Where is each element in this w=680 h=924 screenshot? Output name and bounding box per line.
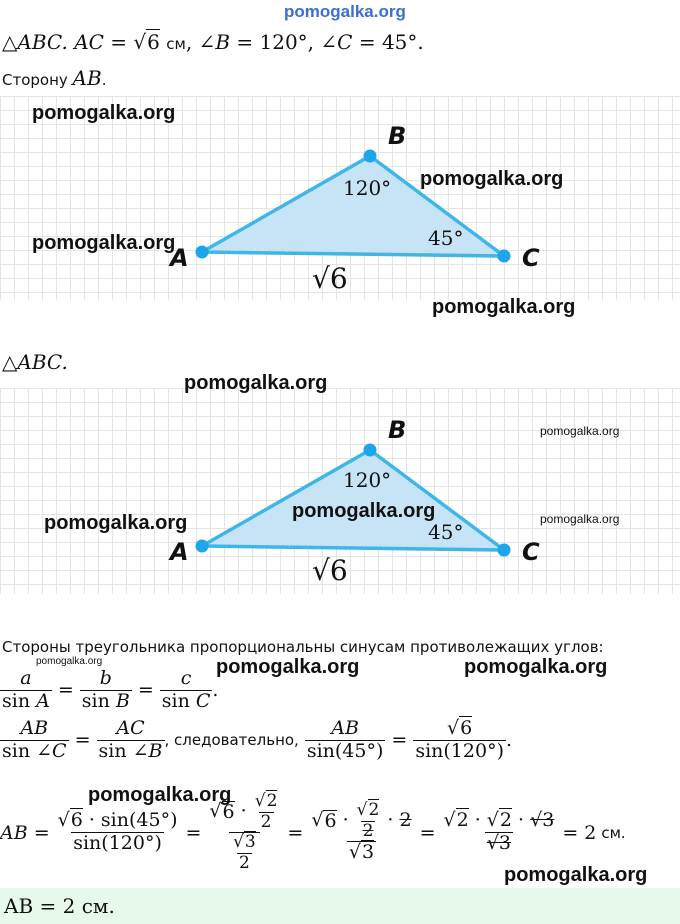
angle-c2-label: 45° [428,520,464,544]
watermark-13: pomogalka.org [88,784,232,806]
angle-c-label: 45° [428,226,464,250]
watermark-4: pomogalka.org [432,296,576,318]
vertex-a2-dot [196,540,209,553]
watermark-5: pomogalka.org [184,372,328,394]
given-line: △ABC. AC = √6 см, ∠B = 120°, ∠C = 45°. [2,30,424,54]
find-line: Сторону AB. [2,66,107,90]
theorem-text: Стороны треугольника пропорциональны синусам противолежащих углов: [2,638,604,656]
vertex-c2-dot [498,544,511,557]
vertex-c-dot [498,250,511,263]
watermark-8: pomogalka.org [292,500,436,522]
angle-b-label: 120° [343,176,392,200]
watermark-6: pomogalka.org [540,424,620,438]
vertex-b-dot [364,150,377,163]
vertex-c-label: C [522,244,540,272]
angle-b2-label: 120° [343,468,392,492]
law-of-sines: $\frac{a}{\text{sin A}}$ = $\frac{b}{\text{sin B}}$ = $\frac{c}{\text{sin C}}$ . [2,667,219,712]
solution-triangle-label: △ABC. [2,350,68,374]
vertex-a2-label: A [170,538,189,566]
watermark-14: pomogalka.org [504,864,648,886]
vertex-b2-dot [364,444,377,457]
vertex-b2-label: B [388,416,407,444]
watermark-1: pomogalka.org [32,102,176,124]
watermark-7: pomogalka.org [44,512,188,534]
watermark-2: pomogalka.org [420,168,564,190]
watermark-10: pomogalka.org [36,656,103,667]
vertex-b-label: B [388,122,407,150]
watermark-12: pomogalka.org [464,656,608,678]
side-ac2-label: √6 [312,554,348,587]
header-watermark: pomogalka.org [284,2,406,21]
consequently-text: , следовательно, [164,731,299,750]
side-ac-label: √6 [312,262,348,295]
watermark-3: pomogalka.org [32,232,176,254]
answer-text: AB = 2 см. [4,894,115,918]
watermark-11: pomogalka.org [216,656,360,678]
computation-line: AB = $\frac{√6 \cdot \sin(45^\circ)}{\sin(120^\circ)}$ = √ 6 · $\frac{√2}{2}$ $\frac{√3}{2}$ = √ 6 · $\frac{√2}{2}$ · 2 √3 = $\frac{√2 \cdot √2 \cdot √3}{√3}$ = 2 см. [0,791,626,873]
watermark-9: pomogalka.org [540,512,620,526]
unit-text: см. [601,823,626,842]
vertex-a-label: A [170,244,189,272]
ratio-line: $\frac{AB}{\sin \angle C}$ = $\frac{AC}{\sin \angle B}$ , следовательно, $\frac{AB}{\sin(45^\circ)}$ = $\frac{√6}{\sin(120^\circ)}$ . [2,717,513,762]
vertex-c2-label: C [522,538,540,566]
vertex-a-dot [196,246,209,259]
